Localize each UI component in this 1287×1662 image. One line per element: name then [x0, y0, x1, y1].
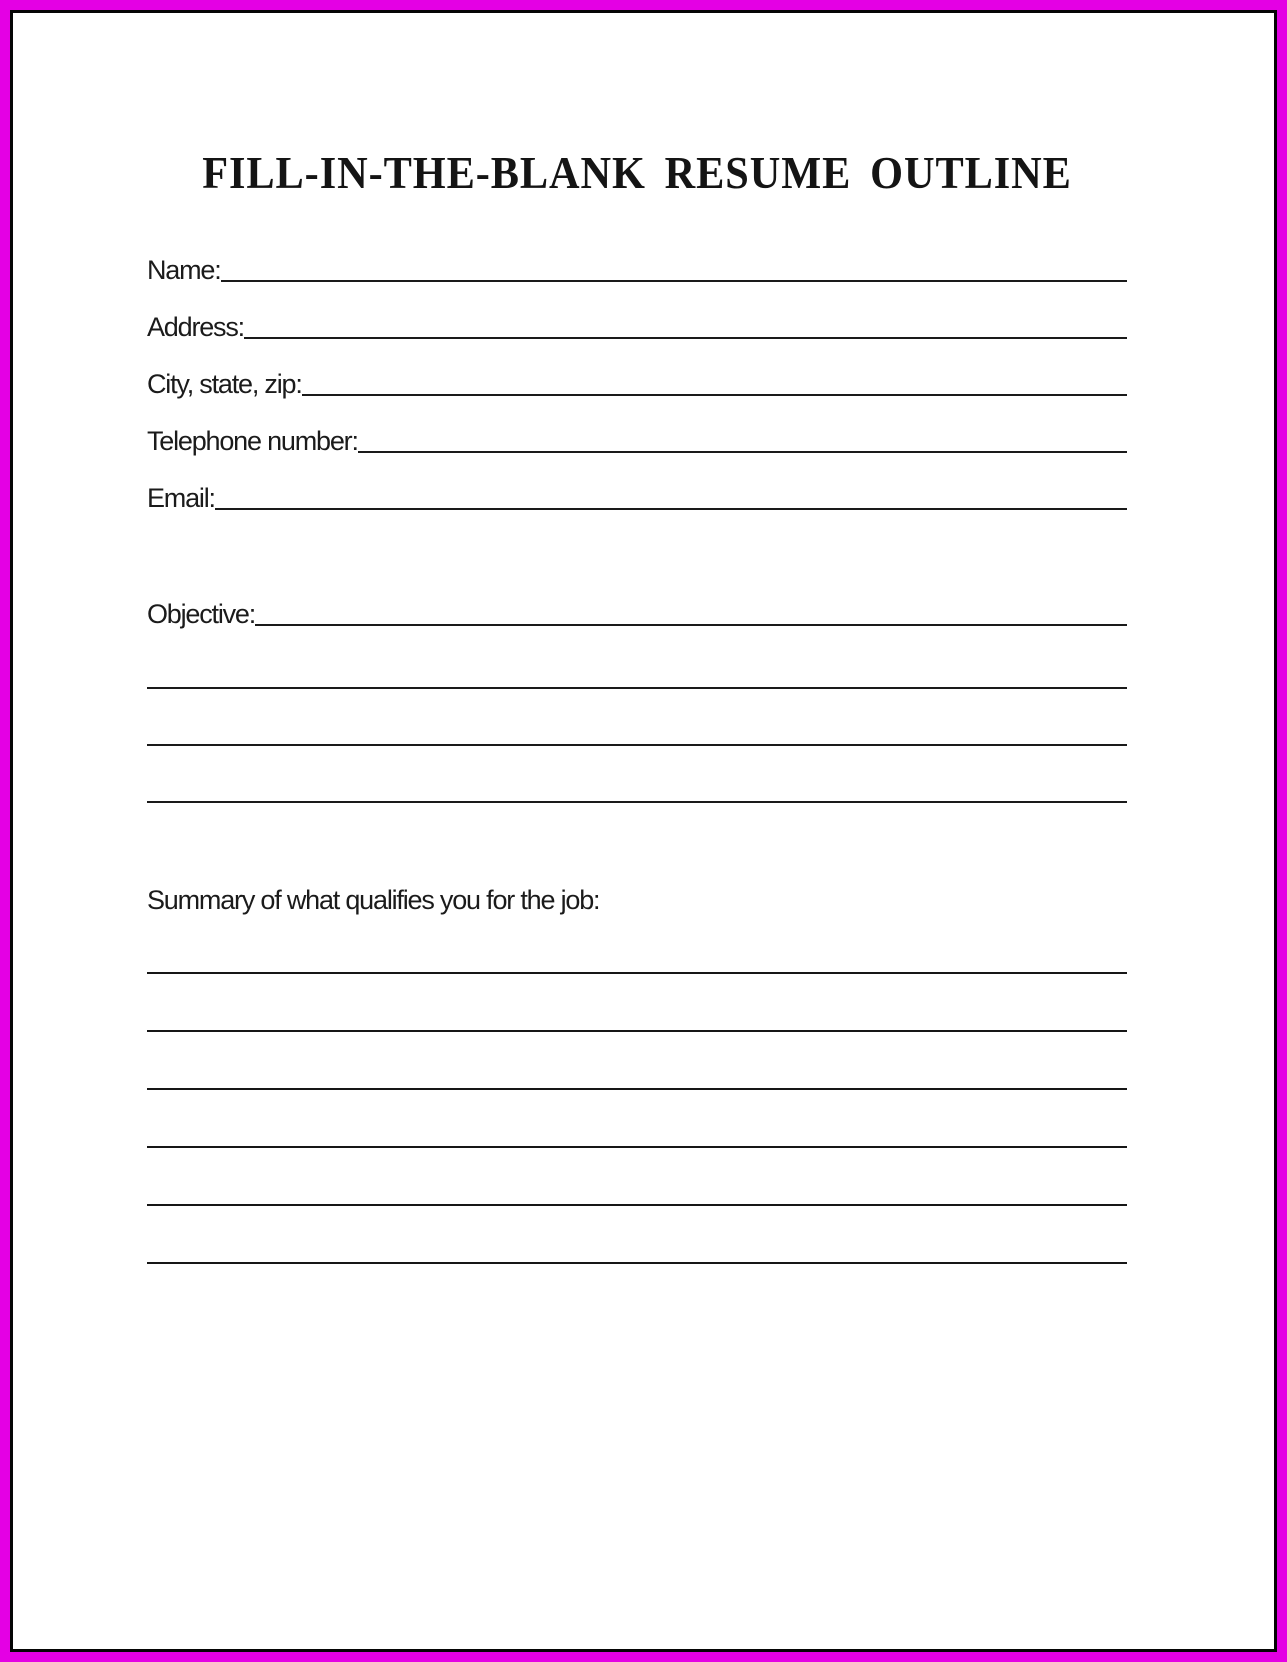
- name-label: Name:: [147, 254, 221, 285]
- objective-label: Objective:: [147, 598, 256, 629]
- objective-fill-line-1[interactable]: [255, 616, 1127, 626]
- form-content: [13, 148, 1274, 1652]
- objective-fill-line-2[interactable]: [147, 632, 1127, 689]
- city-state-zip-label: City, state, zip:: [147, 368, 302, 399]
- city-state-zip-fill-line[interactable]: [302, 386, 1127, 396]
- summary-fill-line-2[interactable]: [147, 974, 1127, 1032]
- summary-fill-line-3[interactable]: [147, 1032, 1127, 1090]
- summary-fill-line-5[interactable]: [147, 1148, 1127, 1206]
- name-field-row: [147, 229, 1127, 286]
- summary-fill-line-6[interactable]: [147, 1206, 1127, 1264]
- objective-fill-line-3[interactable]: [147, 689, 1127, 746]
- address-label: Address:: [147, 311, 244, 342]
- name-fill-line[interactable]: [221, 272, 1127, 282]
- objective-field-row: [147, 573, 1127, 630]
- email-fill-line[interactable]: [215, 500, 1127, 510]
- page-frame: [10, 10, 1277, 1652]
- summary-label: Summary of what qualifies you for the job:: [147, 884, 600, 915]
- page-title: FILL-IN-THE-BLANK RESUME OUTLINE: [202, 147, 1072, 198]
- summary-lines-section: [147, 916, 1127, 1264]
- address-field-row: [147, 286, 1127, 343]
- summary-label-row: [147, 859, 1127, 916]
- contact-fields-section: [147, 229, 1127, 1264]
- telephone-label: Telephone number:: [147, 425, 358, 456]
- address-fill-line[interactable]: [244, 329, 1127, 339]
- summary-fill-line-4[interactable]: [147, 1090, 1127, 1148]
- objective-fill-line-4[interactable]: [147, 746, 1127, 803]
- summary-fill-line-1[interactable]: [147, 916, 1127, 974]
- email-label: Email:: [147, 482, 215, 513]
- city-state-zip-field-row: [147, 343, 1127, 400]
- telephone-field-row: [147, 400, 1127, 457]
- email-field-row: [147, 457, 1127, 514]
- telephone-fill-line[interactable]: [358, 443, 1127, 453]
